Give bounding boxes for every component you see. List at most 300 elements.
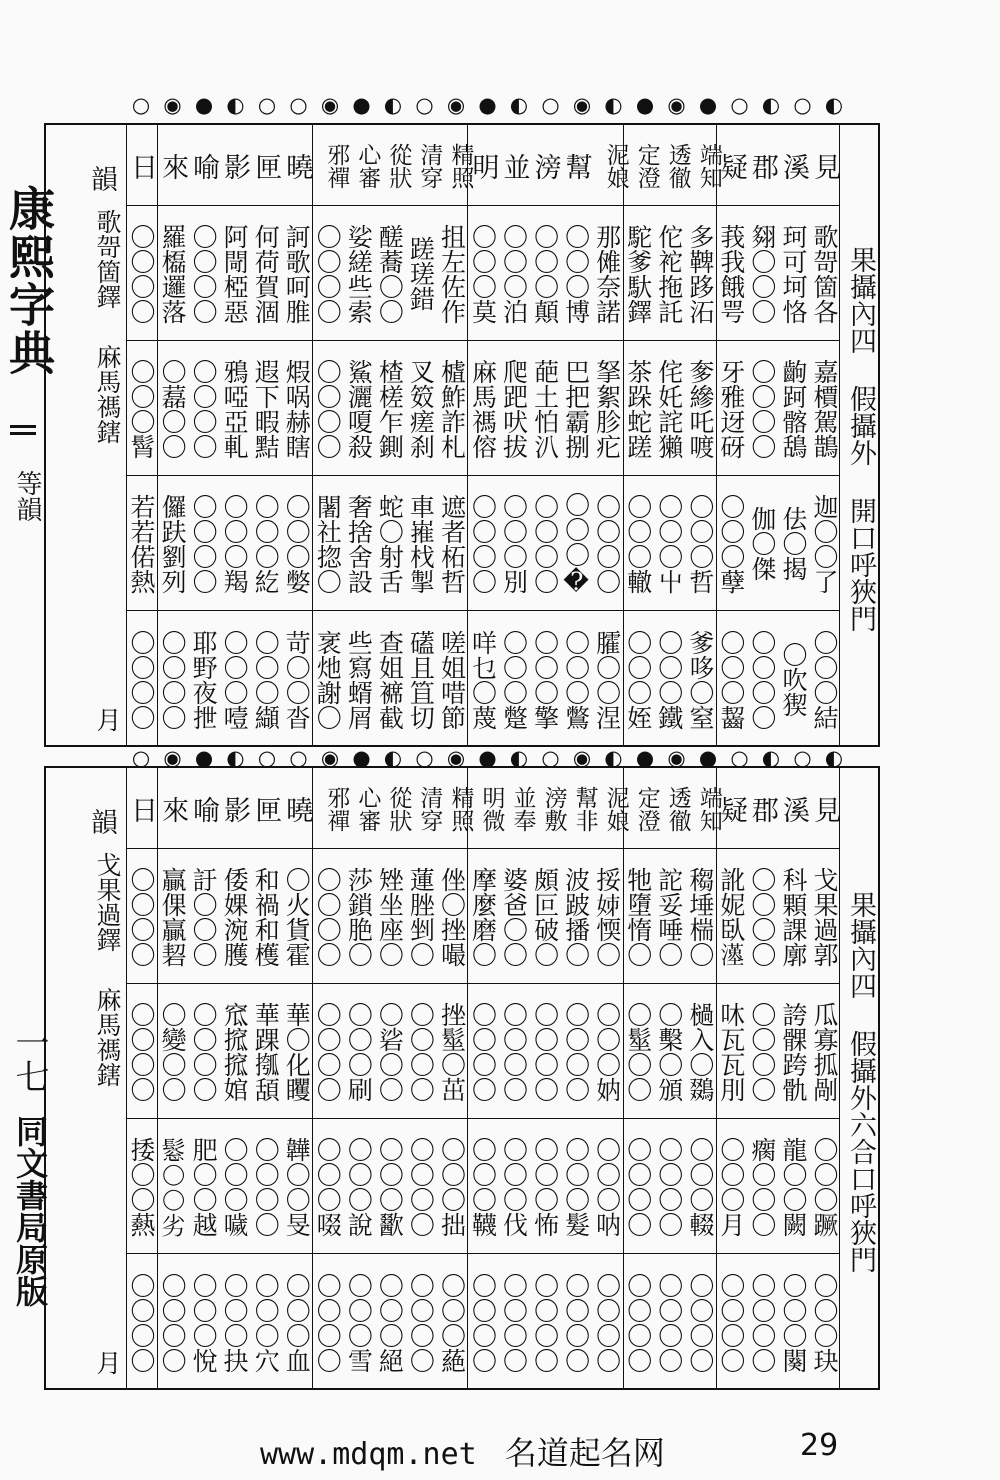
tone-mark: ◐ [604,746,623,770]
tone-mark: ○ [257,93,277,117]
row-divider [126,1118,840,1119]
spine-title: 康熙字典 [2,185,56,377]
rhyme-cell: 齣跒髂鴰 [778,358,808,459]
rhyme-cell: 摩麼磨〇 [468,866,498,967]
rhyme-cell: 挼𡛷愞〇 [592,866,622,967]
rhyme-cell: 〇〇〇蹶 [809,1136,839,1237]
initial-header: 精照 [447,143,474,189]
initial-header: 端知 [695,786,722,832]
tone-mark: ◐ [226,93,245,117]
rhyme-cell: 〇〇〇〇 [716,1272,746,1373]
tone-mark: ● [698,93,718,117]
rhyme-cell: 〇〇〇妠 [592,1001,622,1102]
rhyme-cell: 〇藞〇〇 [158,358,188,459]
rhyme-cell: 那傩奈諾 [592,223,622,324]
rhyme-cell: 華〇化䂄 [282,1001,312,1102]
tone-mark: ● [194,746,214,770]
spine-publisher: 同文書局原版 [11,1115,49,1307]
rhyme-cell: 叉笯瘥刹 [406,358,436,459]
rhyme-cell: 〇〇〇歠 [375,1136,405,1237]
rhyme-cell: 〇〇〇莫 [468,223,498,324]
rhyme-cell: 〇吹猰 [778,642,808,717]
rhyme-cell: 捼〇〇爇 [127,1136,157,1237]
rhyme-cell: 〇〇〇〇 [406,1136,436,1237]
rhyme-label: 韻 [86,808,117,835]
spine-page-number: 一七 [9,1025,49,1093]
rhyme-cell: 歌哿箇各 [809,223,839,324]
initial-header: 泥娘 [602,786,629,832]
rhyme-cell: 〇〇〇齧 [716,629,746,730]
rhyme-cell: 詑妥唾〇 [654,866,684,967]
rhyme-cell: 〇〇〇輟 [685,1136,715,1237]
tone-mark: ● [194,93,214,117]
rhyme-cell: 莪我餓咢 [716,223,746,324]
rhyme-cell: 駝爹馱鐸 [623,223,653,324]
initial-header: 疑 [715,795,747,823]
initial-header: 明微 [478,786,505,832]
initial-header: 邪禪 [323,143,350,189]
rhyme-cell: 〇〇〇蹩 [499,629,529,730]
rhyme-cell: 葩土怕汃 [530,358,560,459]
tone-mark: ◐ [509,746,529,770]
tone-mark: ○ [415,93,434,117]
rhyme-cell: 挫髽〇茁 [437,1001,467,1102]
initial-header: 喻 [188,795,220,823]
tone-mark: ○ [541,746,560,770]
initial-header: 曉 [281,795,313,823]
rhyme-cell: 䅳埵椯〇 [685,866,715,967]
rhyme-cell: 〇〇〇〇 [592,493,622,594]
tone-mark: ◉ [667,93,686,117]
tone-mark: ○ [730,746,749,770]
rhyme-cell: 窊搲搲婠 [220,1001,250,1102]
rhyme-cell: 〇〇〇悅 [189,1272,219,1373]
tone-mark: ● [635,93,655,117]
rhyme-row-label: 月 [93,1350,122,1375]
footer-watermark [260,1428,665,1474]
rhyme-cell: 羅㰁邏落 [158,223,188,324]
initial-header: 匣 [250,152,282,180]
initial-header: 溪 [777,795,809,823]
initial-header: 從狀 [385,143,412,189]
initial-header: 精照 [447,786,474,832]
tone-mark: ◉ [572,93,592,117]
footer-url: www.mdqm.net [260,1437,477,1472]
rhyme-cell: 〇〇〇博 [561,223,591,324]
rhyme-cell: 查姐褯截 [375,629,405,730]
rhyme-cell: 〇〇〇〇 [468,1001,498,1102]
column-divider [126,768,127,1388]
tone-mark: ● [478,93,497,117]
initial-header: 影 [219,795,251,823]
rhyme-cell: 〇〇〇髮 [561,1136,591,1237]
tone-mark: ○ [730,93,749,117]
rhyme-cell: 龍〇〇闕 [778,1136,808,1237]
initial-header: 溪 [777,152,809,180]
rhyme-cell: 奢捨舍設 [344,493,374,594]
rhyme-cell: 迦〇〇了 [809,493,839,594]
rhyme-cell: 瓜寡㧓剮 [809,1001,839,1102]
rhyme-cell: 侳〇挫嘬 [437,866,467,967]
rhyme-cell: 訛妮臥𤁉 [716,866,746,967]
rhyme-cell: 〇〇〇〇 [747,629,777,730]
rhyme-cell: 〇〇〇屮 [654,493,684,594]
tone-mark: ◉ [446,93,466,117]
rhyme-row-label: 麻馬禡鎋 [93,344,122,444]
rhyme-cell: 〇〇〇〇 [747,1272,777,1373]
rhyme-cell: 〇〇〇〇 [747,866,777,967]
rhyme-cell: 何荷賀涸 [251,223,281,324]
rhyme-cell: 〇〇〇纈 [251,629,281,730]
spine-divider [10,425,36,435]
initial-header: 滂敷 [540,786,567,832]
tone-mark: ◉ [320,746,340,770]
rhyme-cell: 闍社㧾〇 [313,493,343,594]
rhyme-cell: 瘸〇〇〇 [747,1136,777,1237]
rhyme-cell: 頗叵破〇 [530,866,560,967]
initial-header: 幫 [560,152,592,180]
rhyme-cell: 車嶊𣏾掣 [406,493,436,594]
rhyme-row-label: 麻馬禡鎋 [93,987,122,1087]
rhyme-cell: 科顆課廓 [778,866,808,967]
initial-header: 見 [808,795,840,823]
rhyme-cell: 臛〇〇涅 [592,629,622,730]
rhyme-cell: 蓮脞剉〇 [406,866,436,967]
initial-header: 泥娘 [602,143,629,189]
rhyme-cell: 檛入〇鵽 [685,1001,715,1102]
rhyme-row-label: 月 [93,707,122,732]
rhyme-cell: 〇〇〇〇 [406,1001,436,1102]
tone-mark: ◉ [572,746,592,770]
rhyme-cell: 〇〇〇玦 [809,1272,839,1373]
rhyme-cell: 巴把霸捌 [561,358,591,459]
tone-mark: ◉ [446,746,466,770]
rhyme-cell: 韡〇〇旻 [282,1136,312,1237]
rhyme-cell: 牙雅迓砑 [716,358,746,459]
rhyme-cell: 〇〇〇〇 [623,1136,653,1237]
tone-mark: ○ [131,746,151,770]
initial-header: 影 [219,152,251,180]
section-title: 果攝內四 假攝外 開口呼狹門 [845,246,876,632]
rhyme-cell: 伽〇傑 [747,506,777,581]
rhyme-cell: 些寫蝑屑 [344,629,374,730]
rhyme-cell: 〇〇〇〇 [747,358,777,459]
rhyme-label: 韻 [86,165,117,192]
column-group-divider [467,125,468,745]
rhyme-cell: 楂槎乍鍘 [375,358,405,459]
tone-mark: ● [352,746,371,770]
rhyme-cell: 娑縒些索 [344,223,374,324]
rhyme-cell: 若若偌熱 [127,493,157,594]
column-group-divider [312,125,313,745]
rhyme-cell: 樝鮓詐札 [437,358,467,459]
rhyme-cell: 衺灺謝〇 [313,629,343,730]
rhyme-cell: 嘉檟駕鵲 [809,358,839,459]
rhyme-cell: 〇〇〇嫳 [282,493,312,594]
rhyme-cell: 㕲瓦瓦刖 [716,1001,746,1102]
initial-header: 郡 [746,795,778,823]
rhyme-cell: 〇硰〇〇 [375,1001,405,1102]
rhyme-cell: 〇〇〇〇 [313,866,343,967]
rhyme-cell: 〇〇〇泊 [499,223,529,324]
tone-mark: ◐ [383,746,403,770]
tone-mark: ◐ [509,93,529,117]
tone-mark: ○ [131,93,151,117]
rhyme-cell: 〇〇〇擎 [530,629,560,730]
tone-mark: ◐ [761,746,781,770]
rhyme-cell: 〇〇〇韈 [468,1136,498,1237]
tone-mark: ● [352,93,371,117]
rhyme-cell: 〇〇〇〇 [158,1272,188,1373]
initial-header: 見 [808,152,840,180]
rhyme-cell: 矬坐座〇 [375,866,405,967]
row-divider [126,475,840,476]
tone-mark: ◉ [667,746,686,770]
rhyme-cell: 〇〇〇〇 [127,1001,157,1102]
rhyme-cell: 〇〇〇〇 [189,223,219,324]
rhyme-cell: 儸趺劉列 [158,493,188,594]
column-group-divider [467,768,468,1388]
column-group-divider [157,125,158,745]
initial-header: 匣 [250,795,282,823]
row-divider [126,1253,840,1254]
footer-site-name: 名道起名网 [504,1434,665,1472]
rhyme-cell: 波跛播〇 [561,866,591,967]
initial-header: 疑 [715,152,747,180]
tone-mark: ○ [793,746,812,770]
rhyme-cell: 和禍和檴 [251,866,281,967]
rhyme-cell: 〇髽〇〇 [623,1001,653,1102]
initial-header: 透徹 [664,143,691,189]
rhyme-cell: 戈果過郭 [809,866,839,967]
rhyme-cell: 抯左佐作 [437,223,467,324]
rhyme-cell: 〇〇〇〇 [468,1272,498,1373]
rhyme-cell: 奓縿吒喥 [685,358,715,459]
rhyme-cell: 〇〇〇鷩 [561,629,591,730]
rhyme-cell: 耶野夜抴 [189,629,219,730]
initial-header: 定澄 [633,143,660,189]
initial-header: 清穿 [416,143,443,189]
tone-mark: ◐ [824,746,844,770]
initial-header: 郡 [746,152,778,180]
initial-header: 並 [498,152,530,180]
rhyme-cell: 〇〇〇〇 [313,358,343,459]
rhyme-cell: 莎鎖脃〇 [344,866,374,967]
rhyme-cell: 〇〇〇〇 [561,1001,591,1102]
tone-mark: ○ [415,746,434,770]
rhyme-cell: 〇〇〇絕 [375,1272,405,1373]
column-group-divider [157,768,158,1388]
rhyme-cell: 阿閜椏惡 [220,223,250,324]
tone-mark: ○ [257,746,277,770]
tone-mark: ○ [289,746,308,770]
initial-header: 並奉 [509,786,536,832]
rhyme-cell: 〇〇〇〇 [251,1136,281,1237]
rhyme-cell: 〇〇〇紇 [251,493,281,594]
rhyme-cell: 贏倮贏䂮 [158,866,188,967]
tone-mark: ● [635,746,655,770]
rhyme-cell: 侘奼詫獺 [654,358,684,459]
tone-mark: ○ [541,93,560,117]
rhyme-cell: 肥〇〇越 [189,1136,219,1237]
rhyme-cell: 華踝摦頢 [251,1001,281,1102]
row-divider [126,848,840,849]
column-group-divider [623,768,624,1388]
initial-header: 明 [467,152,499,180]
rhyme-cell: 嗟姐唶節 [437,629,467,730]
tone-mark: ○ [793,93,812,117]
rhyme-cell: 〇〇〇月 [716,1136,746,1237]
rhyme-cell: 〇〇〇別 [499,493,529,594]
tone-marks-top [120,90,850,120]
initial-header: 日 [126,152,158,180]
initial-header: 曉 [281,152,313,180]
rhyme-cell: 〇〇〇抉 [220,1272,250,1373]
rhyme-cell: 佗袉拖託 [654,223,684,324]
rhyme-cell: 〇〇〇〇 [654,1136,684,1237]
rhyme-cell: 〇〇〇〇 [623,1272,653,1373]
rhyme-cell: 遐下暇黠 [251,358,281,459]
rhyme-cell: 煆㖞赫瞎 [282,358,312,459]
rhyme-cell: 〇〇〇啜 [313,1136,343,1237]
row-divider [126,205,840,206]
rhyme-cell: 爹哆〇窒 [685,629,715,730]
rhyme-cell: 〇〇〇〇 [747,1001,777,1102]
rhyme-row-label: 戈果過鐸 [93,852,122,952]
rhyme-cell: 〇火貨霍 [282,866,312,967]
tone-mark: ◐ [226,746,245,770]
rhyme-cell: 〇〇〇結 [809,629,839,730]
initial-header: 清穿 [416,786,443,832]
rhyme-cell: 〇〇〇哲 [685,493,715,594]
rhyme-cell: 〇〇〇刷 [344,1001,374,1102]
rhyme-cell: 〇〇〇〇 [127,223,157,324]
initial-header: 定澄 [633,786,660,832]
rhyme-cell: 〇〇〇〇 [530,493,560,594]
rhyme-cell: 〇〇〇〇 [127,1272,157,1373]
rhyme-cell: 〇〇〇噦 [220,1136,250,1237]
tone-mark: ◐ [824,93,844,117]
rhyme-cell: 多鞞跢沰 [685,223,715,324]
rhyme-cell: 〇〇〇〇 [654,1272,684,1373]
rhyme-cell: 〇〇〇〇 [592,1272,622,1373]
initial-header: 喻 [188,152,220,180]
tone-mark: ◐ [604,93,623,117]
rhyme-cell: 〇〇〇轍 [623,493,653,594]
tone-mark: ● [698,746,718,770]
column-group-divider [623,125,624,745]
rhyme-cell: 〇〇〇說 [344,1136,374,1237]
rhyme-cell: 〇〇〇〇 [189,1001,219,1102]
rhyme-cell: 醝蕎〇〇 [375,223,405,324]
footer-page-number: 29 [800,1428,839,1463]
rhyme-cell: 婆爸〇〇 [499,866,529,967]
rhyme-cell: 遮者柘哲 [437,493,467,594]
initial-header: 透徹 [664,786,691,832]
tone-mark: ○ [289,93,308,117]
rhyme-cell: 〇〇〇〇 [685,1272,715,1373]
rhyme-cell: 〇檕〇頒 [654,1001,684,1102]
rhyme-cell: 爬跁吠拔 [499,358,529,459]
rhyme-cell: 〇〇〇〇 [189,493,219,594]
rhyme-cell: 〇〇〇〇 [189,358,219,459]
rhyme-cell: 〇〇〇拙 [437,1136,467,1237]
initial-header: 幫非 [571,786,598,832]
rhyme-cell: 麻馬禡傛 [468,358,498,459]
tone-mark: ◐ [383,93,403,117]
rhyme-cell: 〇〇〇� [561,491,591,596]
rhyme-cell: 𩭤〇〇劣 [158,1136,188,1237]
rhyme-cell: 〇〇〇顛 [530,223,560,324]
rhyme-cell: 〇〇〇〇 [158,629,188,730]
initial-header: 來 [157,795,189,823]
rhyme-cell: 〇〇〇孽 [716,493,746,594]
rhyme-cell: 〇〇〇羯 [220,493,250,594]
rhyme-cell: 〇〇〇髾 [127,358,157,459]
rhyme-cell: 〇〇〇血 [282,1272,312,1373]
initial-header: 端知 [695,143,722,189]
tone-mark: ◉ [320,93,340,117]
row-divider [126,340,840,341]
rhyme-cell: 蛇〇射舌 [375,493,405,594]
column-group-divider [716,125,717,745]
rhyme-cell: 〇變〇〇 [158,1001,188,1102]
tone-mark: ◉ [163,746,182,770]
rhyme-cell: 訶歌呵脽 [282,223,312,324]
rhyme-cell: 拏絮胗疕 [592,358,622,459]
section-title: 果攝內四 假攝外六合口呼狹門 [845,891,876,1273]
row-divider [126,610,840,611]
rhyme-row-label: 歌哿箇鐸 [93,209,122,309]
rhyme-cell: 〇〇〇噎 [220,629,250,730]
rhyme-cell: 茶跺蛇蹉 [623,358,653,459]
rhyme-cell: 〇〇〇〇 [499,1001,529,1102]
rhyme-cell: 〇〇〇〇 [313,1272,343,1373]
tone-mark: ● [478,746,497,770]
rhyme-cell: 〇〇〇姪 [623,629,653,730]
rhyme-cell: 〇〇〇〇 [530,1001,560,1102]
rhyme-table-top [44,123,880,747]
initial-header: 日 [126,795,158,823]
rhyme-cell: 〇〇〇〇 [127,866,157,967]
initial-header: 心審 [354,143,381,189]
rhyme-cell: 〇〇〇〇 [530,1272,560,1373]
rhyme-cell: 鯊灑嗄殺 [344,358,374,459]
rhyme-cell: 誇髁跨骩 [778,1001,808,1102]
rhyme-cell: 〇〇〇穴 [251,1272,281,1373]
tone-mark: ◉ [163,93,182,117]
rhyme-cell: 礚且笡切 [406,629,436,730]
rhyme-cell: 〇〇〇〇 [561,1272,591,1373]
column-group-divider [312,768,313,1388]
spine-subtitle: 等韻 [12,470,42,522]
rhyme-table-bottom [44,766,880,1390]
rhyme-cell: 牠墮惰〇 [623,866,653,967]
rhyme-cell: 倭婐涴臒 [220,866,250,967]
initial-header: 邪禪 [323,786,350,832]
column-divider [126,125,127,745]
rhyme-cell: 訏〇〇〇 [189,866,219,967]
initial-header: 從狀 [385,786,412,832]
rhyme-cell: 〇〇〇〇 [127,629,157,730]
rhyme-cell: 〇〇〇闋 [778,1272,808,1373]
rhyme-cell: 〇〇〇〇 [313,1001,343,1102]
rhyme-cell: 〇〇〇鐵 [654,629,684,730]
column-group-divider [716,768,717,1388]
tone-mark: ◐ [761,93,781,117]
rhyme-cell: 〇〇〇〇 [406,1272,436,1373]
rhyme-cell: 〇〇〇〇 [468,493,498,594]
